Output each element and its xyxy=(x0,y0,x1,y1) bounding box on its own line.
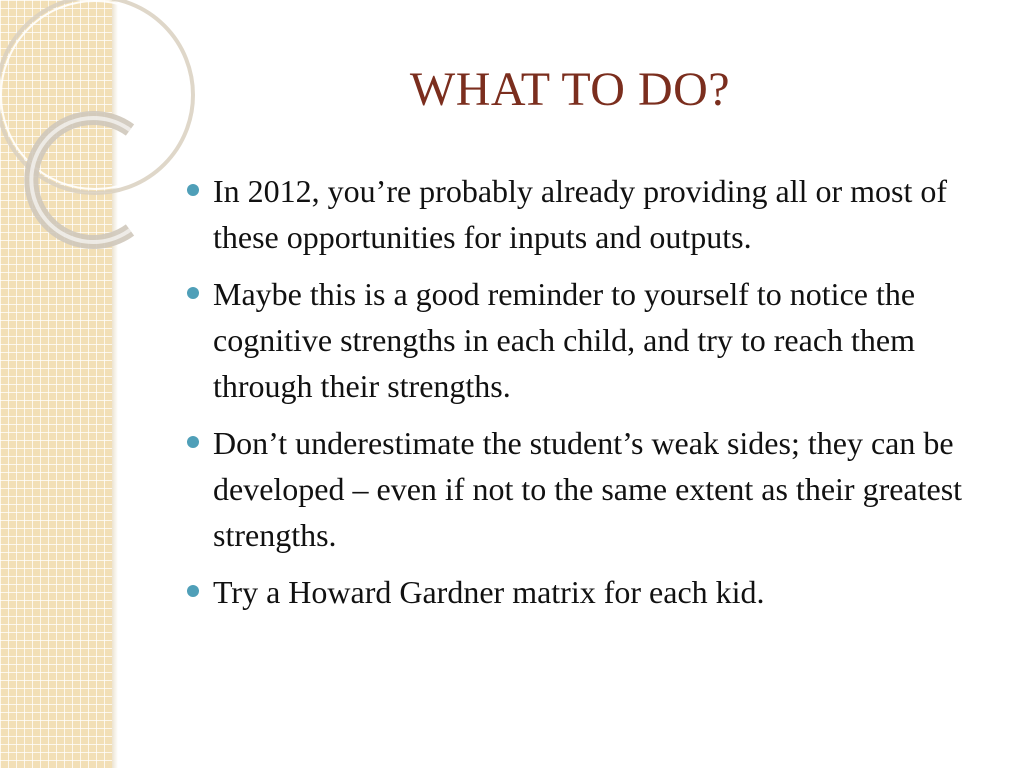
sidebar-edge-shadow xyxy=(112,0,118,768)
bullet-item-4 xyxy=(183,569,983,615)
bullet-item-1 xyxy=(183,168,983,260)
bullet-list xyxy=(183,168,983,626)
bullet-item-2 xyxy=(183,271,983,409)
decorative-grid-sidebar xyxy=(0,0,112,768)
bullet-text: Maybe this is a good reminder to yourself to notice the cognitive strengths in each child, and try to reach them through their strengths. xyxy=(213,276,916,404)
bullet-text: Don’t underestimate the student’s weak sides; they can be developed – even if not to the same extent as their greatest strengths. xyxy=(213,425,963,553)
bullet-text: In 2012, you’re probably already providing all or most of these opportunities for inputs and outputs. xyxy=(213,173,948,255)
bullet-marker-icon xyxy=(187,585,199,597)
bullet-text: Try a Howard Gardner matrix for each kid. xyxy=(213,574,765,610)
bullet-marker-icon xyxy=(187,184,199,196)
bullet-marker-icon xyxy=(187,287,199,299)
bullet-marker-icon xyxy=(187,436,199,448)
bullet-item-3 xyxy=(183,420,983,558)
slide-title: WHAT TO DO? xyxy=(409,63,731,116)
